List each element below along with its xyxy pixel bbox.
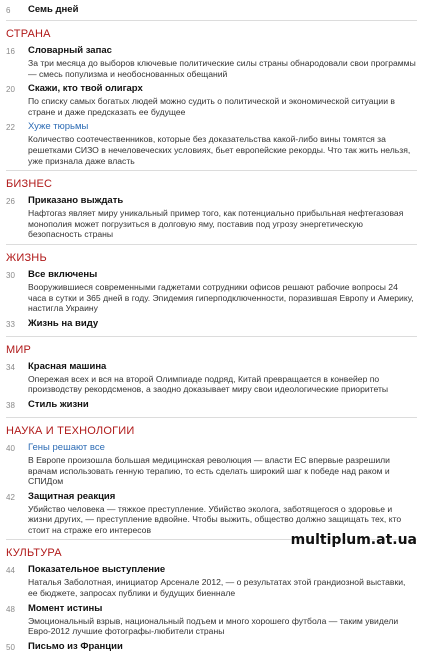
section-heading-text: КУЛЬТУРА xyxy=(6,547,62,560)
toc-entry xyxy=(0,564,423,598)
section-heading-text: НАУКА И ТЕХНОЛОГИИ xyxy=(6,424,135,437)
toc-entry xyxy=(0,195,423,240)
entry-description: За три месяца до выборов ключевые политические силы страны обнародовали свои программы — смесь популизма и необоснованных обещаний xyxy=(28,58,416,79)
entry-title[interactable]: Письмо из Франции xyxy=(28,640,123,652)
page-number: 26 xyxy=(6,197,15,207)
toc-entry xyxy=(0,45,423,79)
toc-entry xyxy=(0,83,423,117)
section-heading xyxy=(6,170,417,192)
toc-entry xyxy=(0,491,423,536)
entry-title[interactable]: Хуже тюрьмы xyxy=(28,121,89,133)
page-number: 34 xyxy=(6,362,15,372)
page-number: 44 xyxy=(6,566,15,576)
watermark: multiplum.at.ua xyxy=(290,532,417,548)
section-heading-text: МИР xyxy=(6,343,32,356)
entry-description: Количество соотечественников, которые без доказательства какой-либо вины томятся за решетками СИЗО в нечеловеческих условиях, бьет европейские рекорды. Что так жить нельзя, уже признала даже власть xyxy=(28,134,411,166)
page-number: 48 xyxy=(6,604,15,614)
entry-title[interactable]: Красная машина xyxy=(28,360,107,372)
page-number: 22 xyxy=(6,123,15,133)
entry-title[interactable]: Все включены xyxy=(28,268,98,280)
toc-entry xyxy=(0,641,423,653)
entry-title[interactable]: Показательное выступление xyxy=(28,564,166,576)
entry-title[interactable]: Словарный запас xyxy=(28,45,112,56)
entry-description: Вооружившиеся современными гаджетами сотрудники офисов решают рабочие вопросы 24 часа в сутки и 365 дней в году. Эпидемия гиперподключенности, поразившая Европу и Америку, настигла Украину xyxy=(28,281,414,314)
toc-entry xyxy=(0,399,423,411)
toc-entry xyxy=(0,361,423,395)
section-heading xyxy=(6,244,417,266)
page-number: 50 xyxy=(6,642,15,652)
entry-description: Наталья Заболотная, инициатор Арсенале 2012, — о результатах этой грандиозной выставки, ее бюджете, запросах публики и будущих биеннале xyxy=(28,577,406,599)
entry-description: В Европе произошла большая медицинская революция — власти ЕС впервые разрешили врачам использовать генную терапию, то есть сделать широкий шаг к победе над раком и СПИДом xyxy=(28,454,390,487)
page-number: 38 xyxy=(6,400,15,410)
section-heading-text: БИЗНЕС xyxy=(6,178,53,191)
entry-description: Опережая всех и вся на второй Олимпиаде подряд, Китай превращается в конвейер по производству рекордсменов, а заодно доказывает миру свои идеологические приоритеты xyxy=(28,373,389,395)
entry-title[interactable]: Защитная реакция xyxy=(28,490,116,502)
entry-description: По списку самых богатых людей можно судить о политической и экономической ситуации в стране и даже предсказать ее будущее xyxy=(28,96,395,117)
section-heading-text: ЖИЗНЬ xyxy=(6,251,47,264)
page-number: 42 xyxy=(6,492,15,502)
section-heading xyxy=(6,336,417,358)
entry-title[interactable]: Приказано выждать xyxy=(28,195,124,207)
page-number: 16 xyxy=(6,47,15,56)
toc-entry xyxy=(0,269,423,314)
entry-description: Нафтогаз являет миру уникальный пример того, как потенциально прибыльная нефтегазовая монополия может погрузиться в долговую яму, поставив под угрозу энергетическую безопасность страны xyxy=(28,208,404,240)
page-number: 20 xyxy=(6,85,15,95)
toc-entry xyxy=(0,442,423,487)
entry-title[interactable]: Гены решают все xyxy=(28,441,105,453)
sections-container xyxy=(0,20,423,653)
page-number: 40 xyxy=(6,443,15,453)
entry-title[interactable]: Скажи, кто твой олигарх xyxy=(28,83,143,95)
section-heading-text: СТРАНА xyxy=(6,28,51,40)
toc-entry xyxy=(0,121,423,166)
entry-description: Убийство человека — тяжкое преступление. Убийство эколога, заботящегося о здоровье и жизни других, — преступление вдвойне. Чтобы выжить, общество должно защищать тех, кто стоит на страже его интересов xyxy=(28,503,402,535)
toc-entry-top xyxy=(0,4,423,16)
entry-title[interactable]: Семь дней xyxy=(28,4,79,15)
entry-description: Эмоциональный взрыв, национальный подъем и много хорошего футбола — таким увидели Евро-2012 лучшие фотографы-любители страны xyxy=(28,615,399,637)
page-number: 6 xyxy=(6,6,11,15)
page-number: 30 xyxy=(6,270,15,280)
entry-title[interactable]: Стиль жизни xyxy=(28,398,89,410)
entry-title[interactable]: Жизнь на виду xyxy=(28,317,99,329)
entry-title[interactable]: Момент истины xyxy=(28,602,103,614)
toc-entry xyxy=(0,603,423,637)
page-number: 33 xyxy=(6,319,15,329)
section-heading xyxy=(6,20,417,42)
section-heading xyxy=(6,417,417,439)
toc-entry xyxy=(0,318,423,330)
